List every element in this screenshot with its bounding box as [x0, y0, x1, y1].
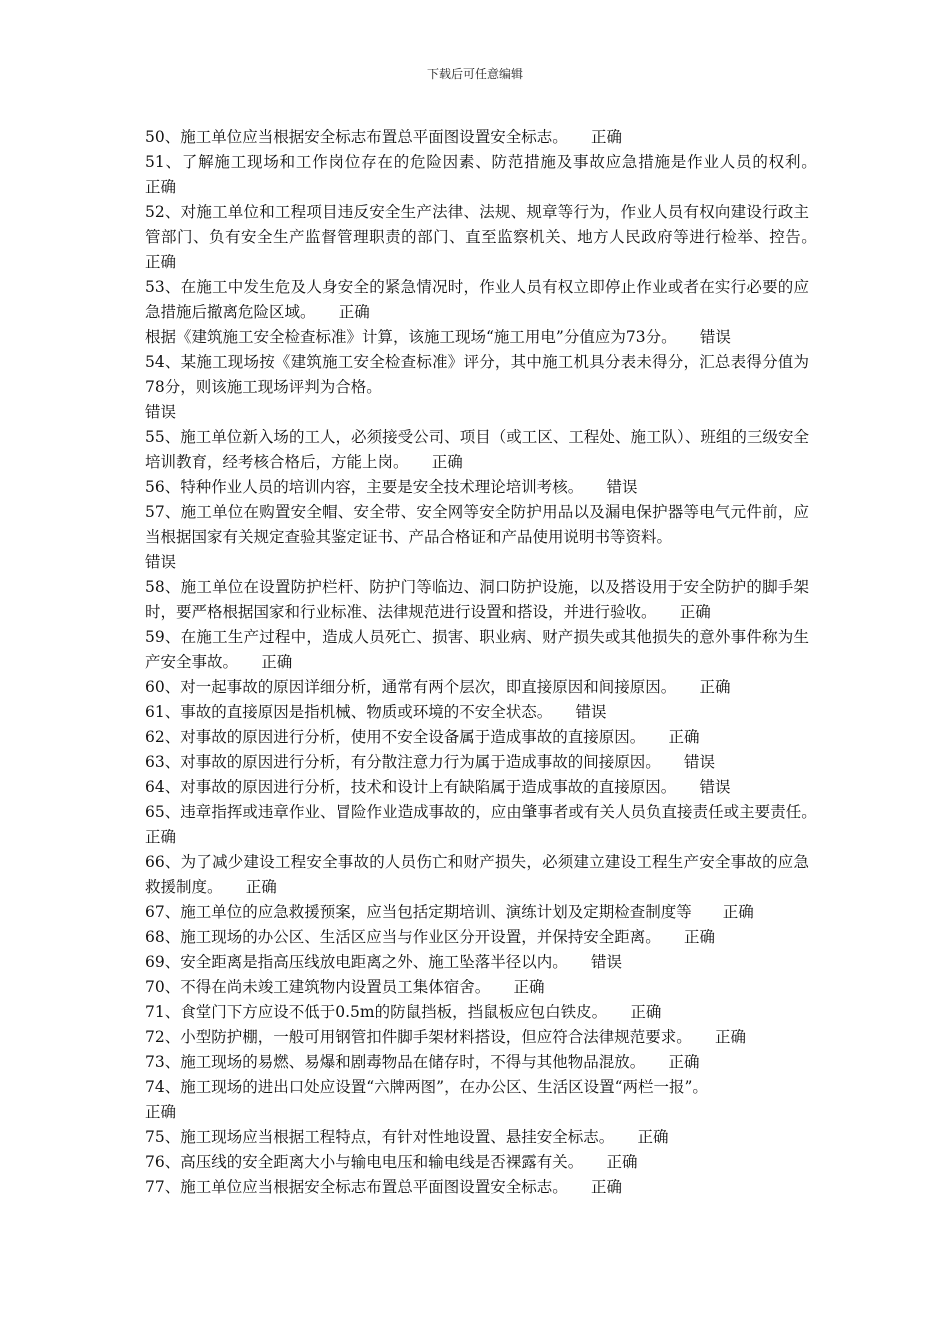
question-text: 56、特种作业人员的培训内容，主要是安全技术理论培训考核。: [145, 478, 576, 496]
question-item: [145, 200, 809, 275]
question-text: 错误: [145, 553, 177, 571]
question-item: [145, 1100, 809, 1125]
question-item: [145, 1000, 809, 1025]
answer-label: 正确: [591, 128, 623, 146]
question-item: [145, 1125, 809, 1150]
question-item: [145, 750, 809, 775]
question-text: 错误: [145, 403, 177, 421]
question-item: [145, 1050, 809, 1075]
answer-label: 正确: [338, 303, 370, 321]
question-item: [145, 1075, 809, 1100]
question-text: 71、食堂门下方应设不低于0.5m的防鼠挡板，挡鼠板应包白铁皮。: [145, 1003, 600, 1021]
question-text: 54、某施工现场按《建筑施工安全检查标准》评分，其中施工机具分表未得分，汇总表得分值为78分，则该施工现场评判为合格。: [145, 353, 809, 396]
answer-label: 错误: [699, 328, 731, 346]
question-item: [145, 125, 809, 150]
question-item: [145, 475, 809, 500]
question-item: [145, 900, 809, 925]
question-item: [145, 275, 809, 325]
question-text: 51、了解施工现场和工作岗位存在的危险因素、防范措施及事故应急措施是作业人员的权利。: [145, 153, 809, 171]
question-item: [145, 850, 809, 900]
question-text: 72、小型防护棚，一般可用钢管扣件脚手架材料搭设，但应符合法律规范要求。: [145, 1028, 684, 1046]
answer-label: 错误: [591, 953, 623, 971]
question-item: [145, 500, 809, 550]
answer-label: 正确: [630, 1003, 662, 1021]
question-text: 73、施工现场的易燃、易爆和剧毒物品在储存时，不得与其他物品混放。: [145, 1053, 638, 1071]
answer-label: 正确: [668, 1053, 700, 1071]
question-text: 77、施工单位应当根据安全标志布置总平面图设置安全标志。: [145, 1178, 560, 1196]
question-item: [145, 550, 809, 575]
question-item: [145, 950, 809, 975]
answer-label: 正确: [722, 903, 754, 921]
question-item: [145, 150, 809, 200]
question-item: [145, 725, 809, 750]
page-header: 下载后可任意编辑: [426, 67, 523, 81]
question-item: [145, 325, 809, 350]
question-item: [145, 800, 809, 850]
question-text: 75、施工现场应当根据工程特点，有针对性地设置、悬挂安全标志。: [145, 1128, 607, 1146]
question-list: [145, 125, 809, 1200]
question-item: [145, 350, 809, 400]
answer-label: 错误: [684, 753, 716, 771]
question-item: [145, 700, 809, 725]
question-text: 64、对事故的原因进行分析，技术和设计上有缺陷属于造成事故的直接原因。: [145, 778, 669, 796]
question-item: [145, 400, 809, 425]
question-text: 60、对一起事故的原因详细分析，通常有两个层次，即直接原因和间接原因。: [145, 678, 669, 696]
question-text: 52、对施工单位和工程项目违反安全生产法律、法规、规章等行为，作业人员有权向建设行政主管部门、负有安全生产监督管理职责的部门、直至监察机关、地方人民政府等进行检举、控告。: [145, 203, 809, 246]
question-text: 74、施工现场的进出口处应设置“六牌两图”，在办公区、生活区设置“两栏一报”。: [145, 1078, 708, 1096]
answer-label: 正确: [591, 1178, 623, 1196]
answer-label: 正确: [668, 728, 700, 746]
question-item: [145, 1025, 809, 1050]
answer-label: 正确: [145, 253, 177, 271]
question-text: 68、施工现场的办公区、生活区应当与作业区分开设置，并保持安全距离。: [145, 928, 653, 946]
question-item: [145, 775, 809, 800]
question-item: [145, 925, 809, 950]
answer-label: 正确: [261, 653, 293, 671]
answer-label: 正确: [684, 928, 716, 946]
question-text: 根据《建筑施工安全检查标准》计算，该施工现场“施工用电”分值应为73分。: [145, 328, 669, 346]
question-text: 69、安全距离是指高压线放电距离之外、施工坠落半径以内。: [145, 953, 560, 971]
question-text: 67、施工单位的应急救援预案，应当包括定期培训、演练计划及定期检查制度等: [145, 903, 692, 921]
question-text: 58、施工单位在设置防护栏杆、防护门等临边、洞口防护设施，以及搭设用于安全防护的脚手架时，要严格根据国家和行业标准、法律规范进行设置和搭设，并进行验收。: [145, 578, 809, 621]
question-text: 62、对事故的原因进行分析，使用不安全设备属于造成事故的直接原因。: [145, 728, 638, 746]
question-text: 76、高压线的安全距离大小与输电电压和输电线是否裸露有关。: [145, 1153, 576, 1171]
answer-label: 正确: [699, 678, 731, 696]
question-text: 63、对事故的原因进行分析，有分散注意力行为属于造成事故的间接原因。: [145, 753, 653, 771]
question-item: [145, 1150, 809, 1175]
question-item: [145, 675, 809, 700]
answer-label: 正确: [145, 828, 177, 846]
question-item: [145, 1175, 809, 1200]
answer-label: 错误: [699, 778, 731, 796]
question-text: 53、在施工中发生危及人身安全的紧急情况时，作业人员有权立即停止作业或者在实行必要的应急措施后撤离危险区域。: [145, 278, 809, 321]
question-text: 70、不得在尚未竣工建筑物内设置员工集体宿舍。: [145, 978, 483, 996]
question-item: [145, 625, 809, 675]
question-text: 正确: [145, 1103, 177, 1121]
answer-label: 正确: [513, 978, 545, 996]
question-item: [145, 575, 809, 625]
answer-label: 错误: [575, 703, 607, 721]
question-text: 66、为了减少建设工程安全事故的人员伤亡和财产损失，必须建立建设工程生产安全事故的应急救援制度。: [145, 853, 809, 896]
question-text: 59、在施工生产过程中，造成人员死亡、损害、职业病、财产损失或其他损失的意外事件称为生产安全事故。: [145, 628, 809, 671]
answer-label: 正确: [431, 453, 463, 471]
answer-label: 正确: [715, 1028, 747, 1046]
answer-label: 正确: [637, 1128, 669, 1146]
answer-label: 正确: [245, 878, 277, 896]
question-text: 61、事故的直接原因是指机械、物质或环境的不安全状态。: [145, 703, 545, 721]
question-text: 50、施工单位应当根据安全标志布置总平面图设置安全标志。: [145, 128, 560, 146]
question-text: 65、违章指挥或违章作业、冒险作业造成事故的，应由肇事者或有关人员负直接责任或主要责任。: [145, 803, 809, 821]
answer-label: 正确: [145, 178, 177, 196]
question-item: [145, 975, 809, 1000]
question-text: 55、施工单位新入场的工人，必须接受公司、项目（或工区、工程处、施工队）、班组的三级安全培训教育，经考核合格后，方能上岗。: [145, 428, 809, 471]
answer-label: 错误: [606, 478, 638, 496]
question-text: 57、施工单位在购置安全帽、安全带、安全网等安全防护用品以及漏电保护器等电气元件前，应当根据国家有关规定查验其鉴定证书、产品合格证和产品使用说明书等资料。: [145, 503, 809, 546]
question-item: [145, 425, 809, 475]
answer-label: 正确: [606, 1153, 638, 1171]
answer-label: 正确: [679, 603, 711, 621]
